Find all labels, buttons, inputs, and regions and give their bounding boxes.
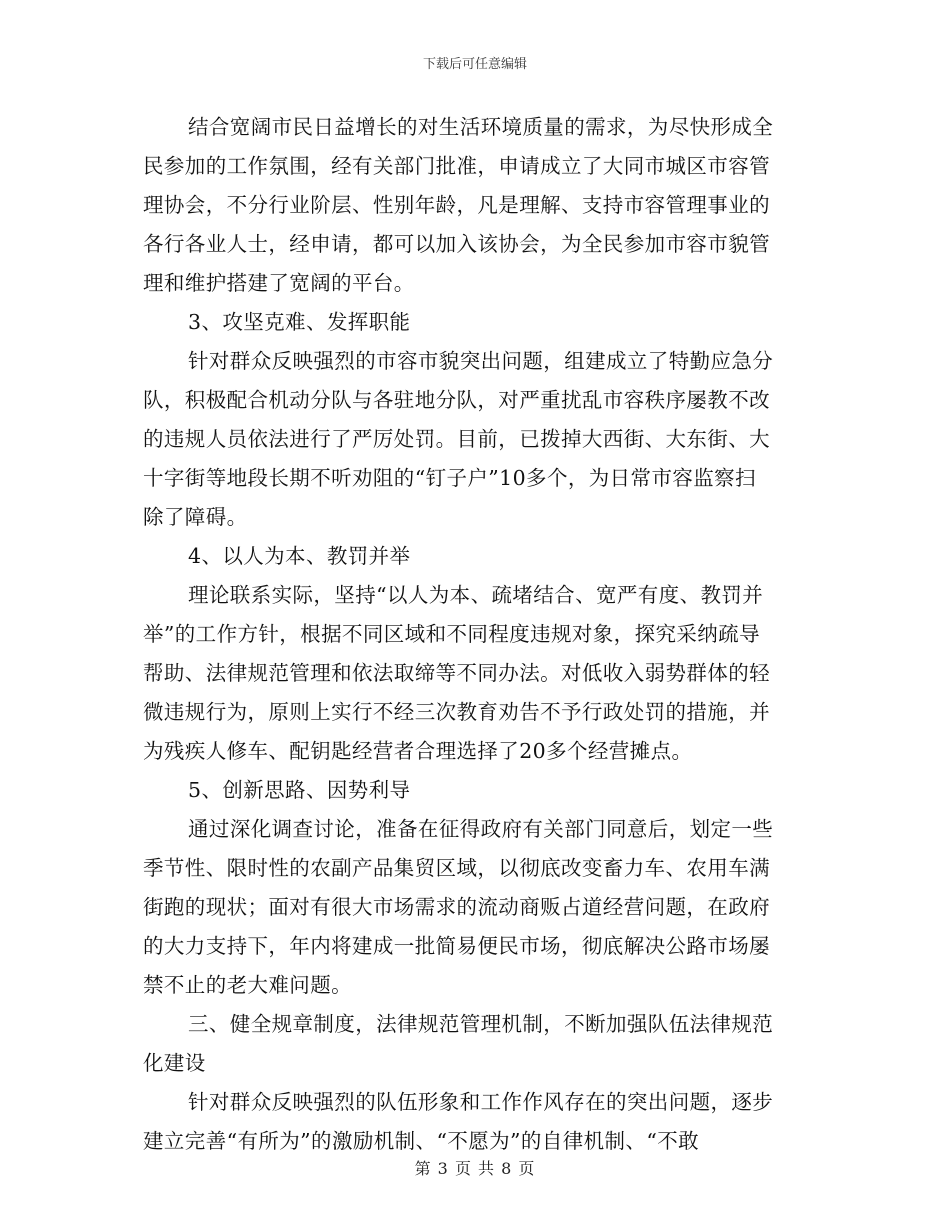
- text-line: 三、健全规章制度，法律规范管理机制，不断加强队伍法律规范: [188, 1012, 774, 1036]
- text-line: 禁不止的老大难问题。: [143, 973, 352, 997]
- text-line: 的违规人员依法进行了严厉处罚。目前，已拨掉大西街、大东街、大: [143, 427, 770, 451]
- text-line: 除了障碍。: [143, 505, 248, 529]
- document-body: [143, 108, 803, 1161]
- text-line: 民参加的工作氛围，经有关部门批准，申请成立了大同市城区市容管: [143, 154, 770, 178]
- text-line: 街跑的现状；面对有很大市场需求的流动商贩占道经营问题，在政府: [143, 895, 770, 919]
- text-line: 4、以人为本、教罚并举: [188, 544, 411, 568]
- page-footer: 第 3 页 共 8 页: [414, 1159, 536, 1178]
- text-line: 微违规行为，原则上实行不经三次教育劝告不予行政处罚的措施，并: [143, 700, 770, 724]
- page-header: 下载后可任意编辑: [422, 57, 527, 72]
- text-line: 理论联系实际，坚持“以人为本、疏堵结合、宽严有度、教罚并: [188, 583, 764, 607]
- text-line: 5、创新思路、因势利导: [188, 778, 411, 802]
- text-line: 理和维护搭建了宽阔的平台。: [143, 271, 415, 295]
- text-line: 结合宽阔市民日益增长的对生活环境质量的需求，为尽快形成全: [188, 115, 774, 139]
- text-line: 举”的工作方针，根据不同区域和不同程度违规对象，探究采纳疏导: [143, 622, 760, 646]
- text-line: 季节性、限时性的农副产品集贸区域，以彻底改变畜力车、农用车满: [143, 856, 770, 880]
- text-line: 针对群众反映强烈的队伍形象和工作作风存在的突出问题，逐步: [188, 1090, 774, 1114]
- text-line: 队，积极配合机动分队与各驻地分队，对严重扰乱市容秩序屡教不改: [143, 388, 770, 412]
- text-line: 各行各业人士，经申请，都可以加入该协会，为全民参加市容市貌管: [143, 232, 770, 256]
- text-line: 针对群众反映强烈的市容市貌突出问题，组建成立了特勤应急分: [188, 349, 774, 373]
- text-line: 帮助、法律规范管理和依法取缔等不同办法。对低收入弱势群体的轻: [143, 661, 770, 685]
- text-line: 理协会，不分行业阶层、性别年龄，凡是理解、支持市容管理事业的: [143, 193, 770, 217]
- text-line: 3、攻坚克难、发挥职能: [188, 310, 411, 334]
- text-line: 的大力支持下，年内将建成一批简易便民市场，彻底解决公路市场屡: [143, 934, 770, 958]
- text-line: 化建设: [143, 1051, 206, 1075]
- text-line: 建立完善“有所为”的激励机制、“不愿为”的自律机制、“不敢: [143, 1129, 699, 1153]
- text-line: 十字街等地段长期不听劝阻的“钉子户”10多个，为日常市容监察扫: [143, 466, 756, 490]
- text-line: 为残疾人修车、配钥匙经营者合理选择了20多个经营摊点。: [143, 739, 693, 763]
- text-line: 通过深化调查讨论，准备在征得政府有关部门同意后，划定一些: [188, 817, 774, 841]
